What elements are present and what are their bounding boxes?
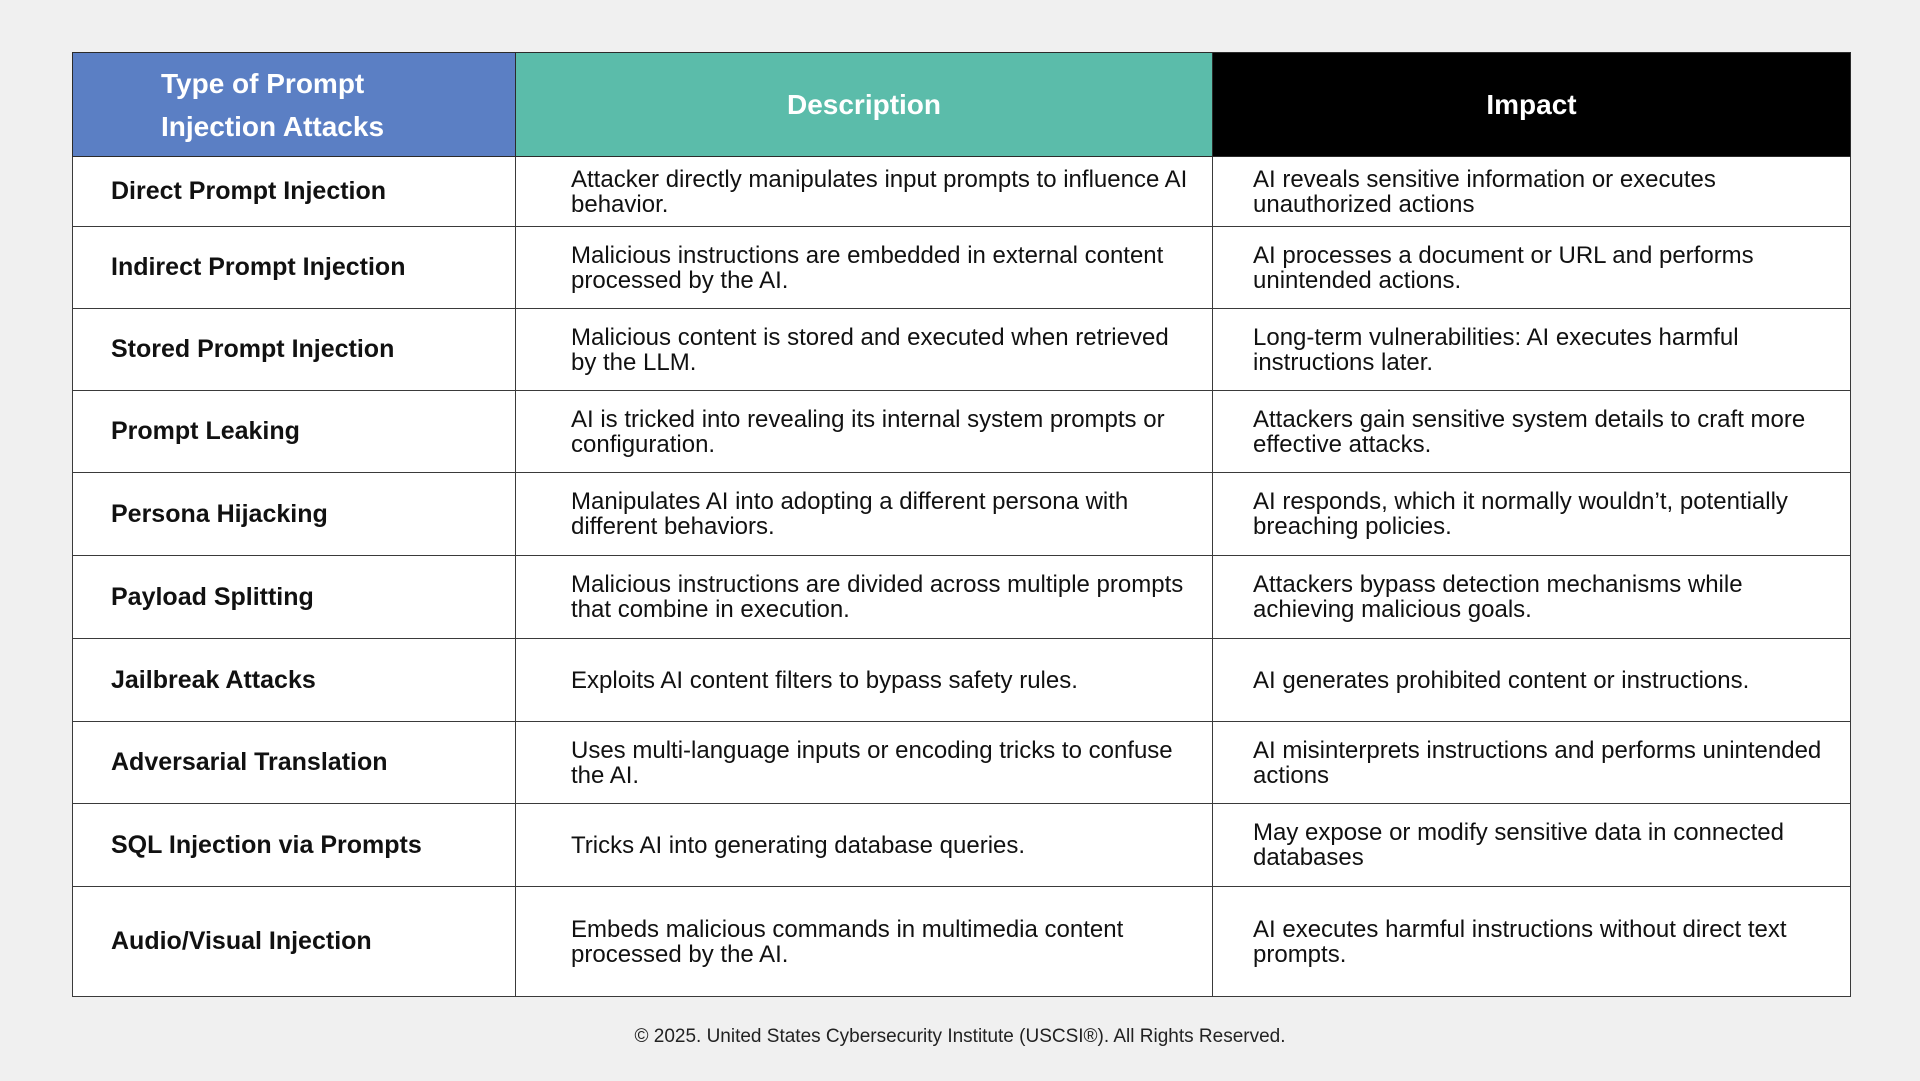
header-description: Description (516, 53, 1213, 157)
cell-type: Persona Hijacking (73, 473, 516, 556)
header-type (73, 53, 516, 157)
cell-type: Indirect Prompt Injection (73, 227, 516, 309)
header-impact: Impact (1213, 53, 1851, 157)
cell-type: Jailbreak Attacks (73, 639, 516, 722)
cell-type: Stored Prompt Injection (73, 309, 516, 391)
cell-description: Exploits AI content filters to bypass safety rules. (516, 639, 1213, 722)
table-row (73, 887, 1851, 997)
cell-description: Malicious instructions are divided across multiple prompts that combine in execution. (516, 556, 1213, 639)
table-row (73, 639, 1851, 722)
prompt-injection-attacks-table (72, 52, 1851, 997)
cell-description: Attacker directly manipulates input prompts to influence AI behavior. (516, 157, 1213, 227)
cell-impact: AI generates prohibited content or instructions. (1213, 639, 1851, 722)
cell-description: Malicious instructions are embedded in external content processed by the AI. (516, 227, 1213, 309)
cell-impact: Attackers gain sensitive system details to craft more effective attacks. (1213, 391, 1851, 473)
table-row (73, 804, 1851, 887)
cell-description: Embeds malicious commands in multimedia content processed by the AI. (516, 887, 1213, 997)
cell-description: Malicious content is stored and executed when retrieved by the LLM. (516, 309, 1213, 391)
cell-type: Payload Splitting (73, 556, 516, 639)
cell-impact: May expose or modify sensitive data in connected databases (1213, 804, 1851, 887)
cell-type: Audio/Visual Injection (73, 887, 516, 997)
cell-impact: AI reveals sensitive information or executes unauthorized actions (1213, 157, 1851, 227)
table-row (73, 309, 1851, 391)
table-row (73, 722, 1851, 804)
attacks-table-container (72, 52, 1850, 997)
cell-type: Direct Prompt Injection (73, 157, 516, 227)
table-row (73, 556, 1851, 639)
table-row (73, 473, 1851, 556)
cell-type: SQL Injection via Prompts (73, 804, 516, 887)
copyright-footer: © 2025. United States Cybersecurity Institute (USCSI®). All Rights Reserved. (634, 1026, 1286, 1047)
cell-type: Prompt Leaking (73, 391, 516, 473)
cell-description: Uses multi-language inputs or encoding tricks to confuse the AI. (516, 722, 1213, 804)
cell-impact: AI misinterprets instructions and performs unintended actions (1213, 722, 1851, 804)
cell-description: Manipulates AI into adopting a different persona with different behaviors. (516, 473, 1213, 556)
table-row (73, 227, 1851, 309)
table-row (73, 157, 1851, 227)
cell-impact: Long-term vulnerabilities: AI executes harmful instructions later. (1213, 309, 1851, 391)
cell-impact: Attackers bypass detection mechanisms while achieving malicious goals. (1213, 556, 1851, 639)
cell-description: Tricks AI into generating database queries. (516, 804, 1213, 887)
cell-impact: AI executes harmful instructions without direct text prompts. (1213, 887, 1851, 997)
cell-type: Adversarial Translation (73, 722, 516, 804)
cell-impact: AI responds, which it normally wouldn’t, potentially breaching policies. (1213, 473, 1851, 556)
header-type-label: Type of Prompt Injection Attacks (161, 67, 385, 142)
cell-impact: AI processes a document or URL and performs unintended actions. (1213, 227, 1851, 309)
cell-description: AI is tricked into revealing its internal system prompts or configuration. (516, 391, 1213, 473)
table-row (73, 391, 1851, 473)
table-header-row (73, 53, 1851, 157)
